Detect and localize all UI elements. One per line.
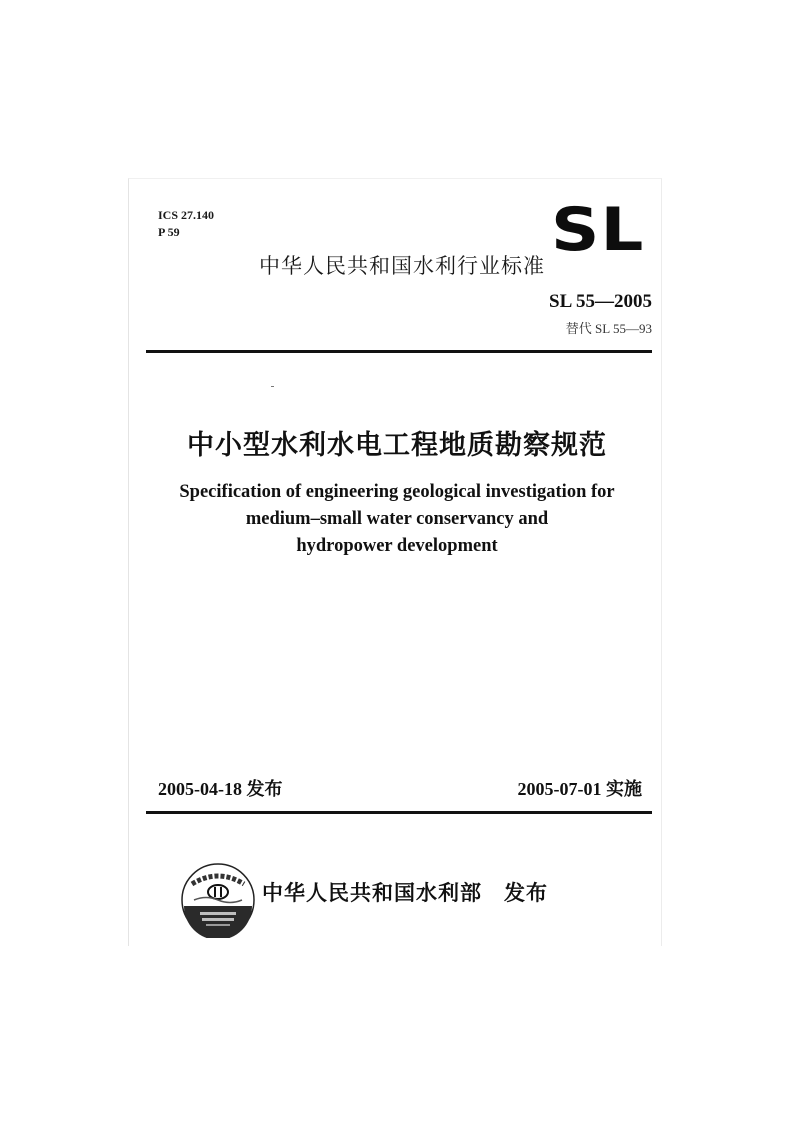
english-title-line-3: hydropower development: [296, 536, 498, 556]
scan-speck: [271, 386, 274, 387]
publisher-name: 中华人民共和国水利部: [262, 881, 482, 905]
english-title-line-2: medium–small water conservancy and: [245, 509, 549, 529]
document-title-english: [0, 479, 794, 560]
class-code: P 59: [158, 225, 180, 239]
publisher-action: 发布: [504, 881, 548, 905]
top-divider: [146, 350, 652, 353]
publisher-seal-icon: [180, 862, 256, 938]
classification-codes: [158, 207, 214, 241]
industry-standard-heading: 中华人民共和国水利行业标准: [259, 254, 545, 278]
issue-date: 2005-04-18 发布: [158, 779, 283, 799]
publisher-line: [262, 878, 548, 908]
bottom-divider: [146, 811, 652, 814]
replaces-standard: 替代 SL 55—93: [565, 321, 652, 336]
english-title-line-1: Specification of engineering geological investigation for: [179, 482, 615, 502]
document-title-chinese: 中小型水利水电工程地质勘察规范: [187, 430, 607, 461]
standard-number: SL 55—2005: [549, 291, 652, 312]
ics-code: ICS 27.140: [158, 208, 215, 222]
sl-logo: SL: [551, 195, 645, 265]
implementation-date: 2005-07-01 实施: [517, 779, 642, 799]
